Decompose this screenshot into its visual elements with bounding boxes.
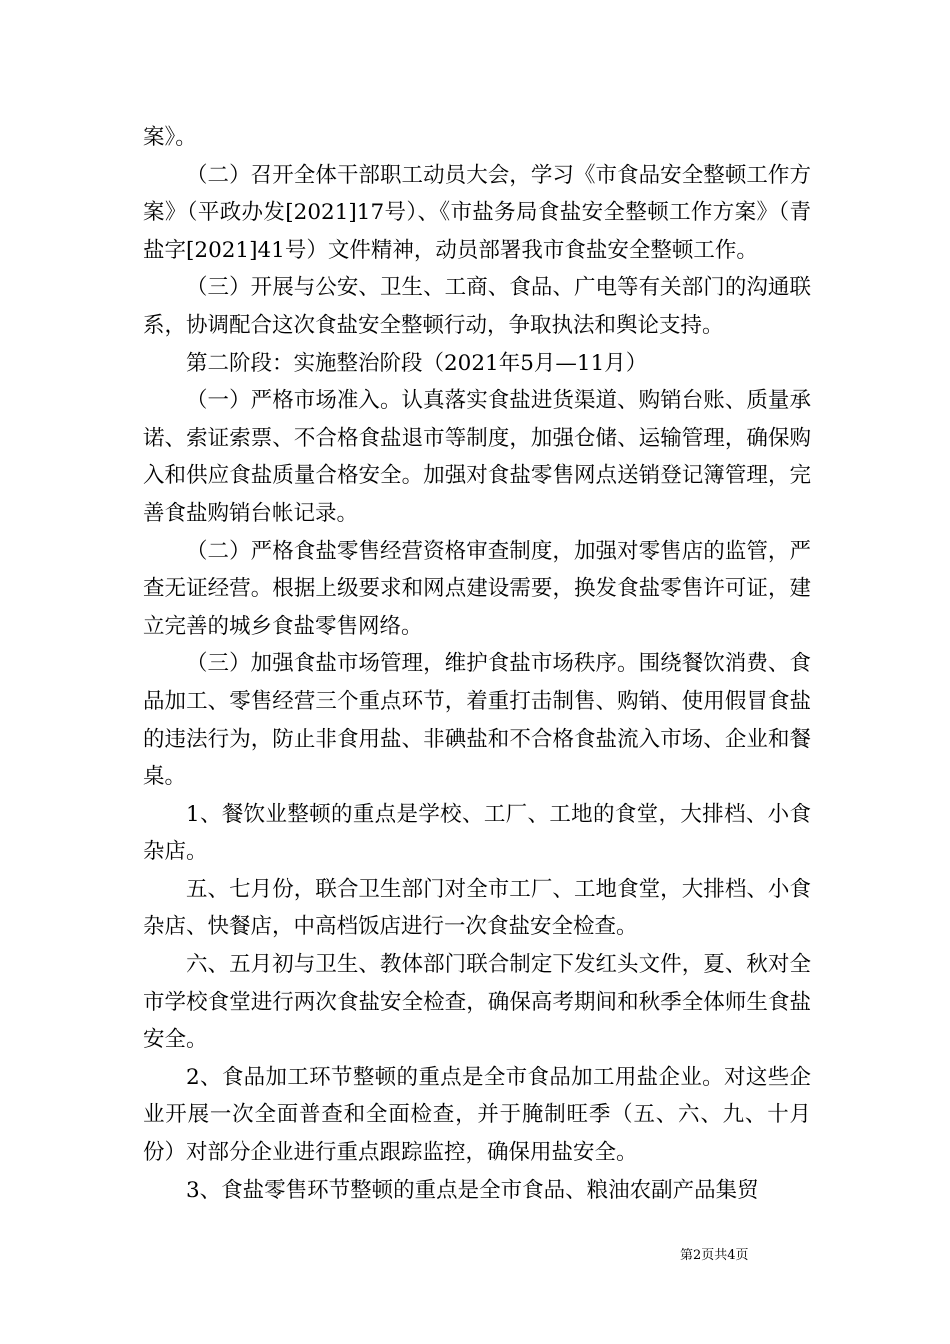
paragraph-market-access: （一）严格市场准入。认真落实食盐进货渠道、购销台账、质量承诺、索证索票、不合格食盐退市等制度，加强仓储、运输管理，确保购入和供应食盐质量合格安全。加强对食盐零售网点送销登记簿管理，完善食盐购销台帐记录。 xyxy=(143,388,811,526)
paragraph-phase-two-heading: 第二阶段：实施整治阶段（2021年5月—11月） xyxy=(186,350,648,376)
paragraph-school-inspection: 六、五月初与卫生、教体部门联合制定下发红头文件，夏、秋对全市学校食堂进行两次食盐安全检查，确保高考期间和秋季全体师生食盐安全。 xyxy=(143,952,811,1053)
paragraph-catering-focus: 1、餐饮业整顿的重点是学校、工厂、工地的食堂，大排档、小食杂店。 xyxy=(143,801,811,865)
paragraph-july-inspection: 五、七月份，联合卫生部门对全市工厂、工地食堂，大排档、小食杂店、快餐店，中高档饭店进行一次食盐安全检查。 xyxy=(143,876,811,940)
document-body xyxy=(143,119,811,1209)
paragraph-retail-qualification: （二）严格食盐零售经营资格审查制度，加强对零售店的监管，严查无证经营。根据上级要求和网点建设需要，换发食盐零售许可证，建立完善的城乡食盐零售网络。 xyxy=(143,538,811,639)
paragraph-retail-focus: 3、食盐零售环节整顿的重点是全市食品、粮油农副产品集贸 xyxy=(186,1177,759,1203)
paragraph-mobilization-meeting: （二）召开全体干部职工动员大会，学习《市食品安全整顿工作方案》（平政办发[2021]17号）、《市盐务局食盐安全整顿工作方案》（青盐字[2021]41号）文件精神，动员部署我市食盐安全整顿工作。 xyxy=(143,162,811,263)
page-number-footer: 第2页共4页 xyxy=(680,1248,749,1263)
paragraph-continuation: 案》。 xyxy=(143,125,197,150)
paragraph-food-processing: 2、食品加工环节整顿的重点是全市食品加工用盐企业。对这些企业开展一次全面普查和全面检查，并于腌制旺季（五、六、九、十月份）对部分企业进行重点跟踪监控，确保用盐安全。 xyxy=(143,1064,811,1166)
paragraph-department-coordination: （三）开展与公安、卫生、工商、食品、广电等有关部门的沟通联系，协调配合这次食盐安全整顿行动，争取执法和舆论支持。 xyxy=(143,275,811,338)
paragraph-market-management: （三）加强食盐市场管理，维护食盐市场秩序。围绕餐饮消费、食品加工、零售经营三个重点环节，着重打击制售、购销、使用假冒食盐的违法行为，防止非食用盐、非碘盐和不合格食盐流入市场、企业和餐桌。 xyxy=(143,651,811,790)
